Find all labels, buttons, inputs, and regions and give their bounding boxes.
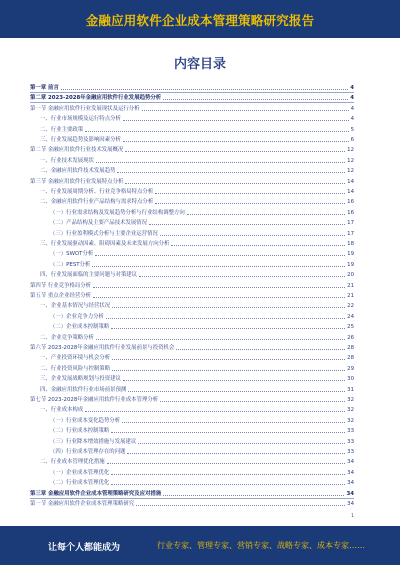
toc-entry[interactable]: [30, 135, 354, 144]
toc-entry-page: 4: [350, 116, 354, 123]
toc-entry-page: 4: [350, 95, 354, 102]
toc-dot-leader: [92, 266, 345, 267]
toc-entry-title: 第三节 金融应用软件行业发展特点分析: [30, 178, 124, 185]
toc-entry-page: 32: [347, 407, 354, 414]
toc-entry[interactable]: [30, 447, 354, 456]
footer-expert-list: 行业专家、管理专家、营销专家、战略专家、成本专家……: [157, 541, 365, 550]
toc-entry-page: 21: [347, 293, 354, 299]
toc-entry-page: 34: [346, 490, 354, 497]
toc-entry-page: 29: [347, 365, 354, 372]
toc-entry-title: 二、行业成本管理优化措施: [40, 459, 105, 466]
page-number: 1: [351, 514, 354, 519]
toc-dot-leader: [112, 307, 345, 308]
toc-entry[interactable]: [30, 416, 354, 425]
footer-slogan: 让每个人都能成为: [48, 543, 121, 553]
toc-entry-title: （一）企业竞争力分析: [50, 313, 104, 320]
toc-dot-leader: [123, 141, 349, 142]
toc-entry-page: 30: [347, 376, 354, 383]
toc-entry-page: 4: [350, 105, 354, 112]
toc-entry[interactable]: [30, 187, 354, 196]
toc-entry[interactable]: [30, 104, 354, 113]
toc-entry-title: （二）企业成本控制策略: [50, 324, 110, 331]
toc-entry-page: 25: [347, 324, 354, 331]
toc-entry-title: 三、行业发展驱动因素、阻碍因素及未来发展方向分析: [40, 241, 170, 247]
toc-entry-page: 34: [347, 459, 354, 466]
report-title: 金融应用软件企业成本管理策略研究报告: [85, 13, 315, 28]
toc-entry-page: 17: [347, 230, 354, 237]
toc-dot-leader: [61, 89, 348, 90]
toc-entry-title: （一）行业成本变化趋势分析: [50, 417, 121, 424]
toc-entry-page: 14: [347, 178, 354, 185]
toc-dot-leader: [163, 495, 344, 496]
toc-dot-leader: [187, 214, 345, 215]
toc-entry-page: 26: [347, 334, 354, 341]
toc-entry-page: 31: [347, 386, 354, 393]
toc-entry[interactable]: [30, 426, 354, 435]
toc-entry[interactable]: [30, 125, 354, 134]
toc-dot-leader: [93, 287, 345, 288]
toc-chapter-entry[interactable]: [30, 489, 354, 498]
toc-entry-title: （四）行业成本管理存在的问题: [50, 449, 126, 455]
toc-entry-title: （一）行业需求结构及发展趋势分析与行业结构调整方向: [50, 209, 185, 216]
toc-dot-leader: [106, 318, 345, 319]
toc-entry[interactable]: [30, 457, 354, 466]
toc-dot-leader: [117, 172, 345, 173]
toc-entry-title: 第五节 重点企业经营分析: [30, 293, 92, 299]
toc-entry-page: 4: [350, 85, 354, 91]
toc-entry-page: 34: [347, 501, 354, 507]
toc-entry[interactable]: [30, 478, 354, 487]
toc-entry[interactable]: [30, 405, 354, 414]
toc-entry-title: （二）行业成本控制策略: [50, 428, 110, 435]
toc-entry[interactable]: [30, 374, 354, 383]
toc-entry-title: 一、行业发展周期分析、行业竞争格局特点分析: [40, 189, 154, 195]
toc-entry-title: 第七节 2023-2028年金融应用软件行业成本管理分析: [30, 397, 159, 403]
toc-entry-title: 一、行业成本构成: [40, 407, 84, 414]
toc-entry-page: 20: [347, 272, 354, 279]
report-header-bar: [0, 0, 400, 38]
toc-entry-title: 三、行业发展趋势及影响因素分析: [40, 137, 121, 143]
toc-entry-page: 33: [347, 438, 354, 445]
toc-dot-leader: [112, 370, 345, 371]
toc-entry-title: 第三章 金融应用软件企业成本管理策略研究及应对措施: [30, 490, 162, 497]
toc-entry-page: 12: [347, 157, 354, 164]
toc-dot-leader: [96, 339, 345, 340]
toc-entry-title: （二）PEST分析: [50, 261, 91, 268]
toc-entry[interactable]: [30, 322, 354, 331]
toc-entry-title: 三、企业发展战略规划与投资建议: [40, 376, 121, 383]
toc-entry[interactable]: [30, 281, 354, 290]
toc-entry-title: 二、行业投资风险与控制策略: [40, 365, 111, 372]
toc-dot-leader: [85, 411, 345, 412]
toc-entry-title: （三）行业降本增效措施与发展建议: [50, 438, 137, 445]
toc-entry-page: 33: [347, 428, 354, 435]
toc-entry[interactable]: [30, 291, 354, 300]
toc-entry[interactable]: [30, 437, 354, 446]
table-of-contents: [30, 83, 354, 521]
toc-entry[interactable]: [30, 333, 354, 342]
toc-dot-leader: [111, 484, 345, 485]
toc-entry-page: 34: [347, 469, 354, 476]
toc-dot-leader: [96, 162, 345, 163]
toc-dot-leader: [85, 131, 348, 132]
toc-entry-page: 24: [347, 313, 354, 320]
toc-dot-leader: [111, 432, 345, 433]
toc-dot-leader: [136, 505, 345, 506]
toc-dot-leader: [122, 422, 345, 423]
toc-entry-page: 22: [347, 303, 354, 310]
toc-dot-leader: [171, 245, 345, 246]
toc-entry[interactable]: [30, 260, 354, 269]
toc-dot-leader: [111, 328, 345, 329]
toc-entry-page: 16: [347, 199, 354, 206]
toc-entry-page: 34: [347, 480, 354, 487]
toc-entry-page: 28: [347, 355, 354, 362]
toc-entry[interactable]: [30, 239, 354, 248]
toc-chapter-entry[interactable]: [30, 93, 354, 102]
toc-entry[interactable]: [30, 312, 354, 321]
toc-entry[interactable]: [30, 499, 354, 508]
toc-entry-page: 18: [347, 241, 354, 247]
toc-entry-page: 33: [347, 449, 354, 455]
toc-entry-title: （二）行业成本管理优化: [50, 480, 110, 487]
toc-entry-title: 第二章 2023-2028年金融应用软件行业发展趋势分析: [30, 95, 162, 102]
toc-entry[interactable]: [30, 385, 354, 394]
toc-entry-page: 19: [347, 251, 354, 258]
toc-entry-page: 6: [350, 137, 354, 143]
toc-dot-leader: [107, 463, 345, 464]
toc-entry-title: 二、金融应用软件技术发展趋势: [40, 168, 116, 175]
toc-entry-page: 5: [350, 126, 354, 133]
toc-entry-title: 第二节 金融应用软件行业技术发展概况: [30, 147, 124, 154]
toc-dot-leader: [95, 255, 345, 256]
toc-chapter-entry[interactable]: [30, 83, 354, 92]
toc-entry[interactable]: [30, 218, 354, 227]
toc-entry-page: 12: [347, 147, 354, 154]
toc-entry-title: 四、行业发展面临的主要问题与对策建议: [40, 272, 138, 279]
toc-entry-title: 第四节 行业竞争格局分析: [30, 282, 92, 289]
toc-heading: 内容目录: [173, 57, 226, 72]
toc-dot-leader: [138, 443, 345, 444]
toc-entry-page: 21: [347, 282, 354, 289]
toc-entry[interactable]: [30, 353, 354, 362]
toc-entry-title: 一、企业基本情况与经营状况: [40, 303, 111, 310]
toc-entry-title: 第一节 金融应用软件行业发展现状及运行分析: [30, 105, 140, 112]
toc-entry-page: 14: [347, 189, 354, 195]
toc-entry[interactable]: [30, 177, 354, 186]
toc-entry-page: 32: [347, 417, 354, 424]
toc-entry[interactable]: [30, 395, 354, 404]
toc-entry-page: 17: [347, 220, 354, 227]
toc-entry-title: 四、金融应用软件行业市场前景预测: [40, 386, 127, 393]
toc-entry-page: 16: [347, 209, 354, 216]
toc-dot-leader: [112, 359, 345, 360]
toc-entry[interactable]: [30, 270, 354, 279]
toc-dot-leader: [111, 474, 345, 475]
toc-entry-page: 32: [347, 397, 354, 403]
toc-dot-leader: [155, 203, 345, 204]
toc-dot-leader: [163, 99, 348, 100]
toc-entry[interactable]: [30, 249, 354, 258]
toc-entry-title: 二、行业主要政策: [40, 126, 84, 133]
toc-dot-leader: [125, 151, 345, 152]
toc-dot-leader: [155, 193, 345, 194]
toc-entry-title: （一）企业成本管理优化: [50, 469, 110, 476]
toc-dot-leader: [160, 235, 345, 236]
toc-entry-title: 第六节 2023-2028年金融应用软件行业发展前景与投资机会: [30, 345, 175, 351]
toc-entry-page: 19: [347, 261, 354, 268]
toc-entry[interactable]: [30, 156, 354, 165]
toc-entry-title: 二、企业竞争策略分析: [40, 334, 94, 341]
toc-dot-leader: [160, 401, 345, 402]
toc-dot-leader: [93, 297, 345, 298]
toc-entry-title: 一、产业投资环境与机会分析: [40, 355, 111, 362]
toc-entry-title: 一、行业市场规模及运行特点分析: [40, 116, 121, 123]
toc-entry-title: 二、金融应用软件行业产品结构与需求特点分析: [40, 199, 154, 206]
toc-entry[interactable]: [30, 208, 354, 217]
toc-entry-page: 12: [347, 168, 354, 175]
toc-dot-leader: [142, 110, 349, 111]
toc-entry-title: （二）产品结构及主要产品技术发展情况: [50, 220, 148, 227]
toc-dot-leader: [127, 453, 345, 454]
toc-entry-title: （三）行业盈利模式分析与主要企业运营情况: [50, 230, 158, 237]
toc-dot-leader: [123, 120, 349, 121]
toc-entry[interactable]: [30, 114, 354, 123]
toc-entry[interactable]: [30, 197, 354, 206]
toc-entry-page: 28: [347, 345, 354, 351]
footer-bar: [0, 526, 400, 565]
toc-dot-leader: [125, 183, 345, 184]
toc-dot-leader: [123, 380, 345, 381]
toc-entry[interactable]: [30, 364, 354, 373]
toc-entry[interactable]: [30, 468, 354, 477]
toc-entry[interactable]: [30, 301, 354, 310]
toc-entry[interactable]: [30, 145, 354, 154]
toc-entry-title: 第一节 金融应用软件企业成本管理策略研究: [30, 501, 135, 507]
toc-entry[interactable]: [30, 166, 354, 175]
toc-entry-title: （一）SWOT分析: [50, 251, 94, 258]
toc-entry-title: 第一章 前言: [30, 85, 59, 91]
toc-entry-title: 一、行业技术发展现状: [40, 157, 94, 164]
toc-dot-leader: [176, 349, 345, 350]
toc-entry[interactable]: [30, 343, 354, 352]
toc-dot-leader: [149, 224, 345, 225]
toc-dot-leader: [128, 391, 345, 392]
toc-entry[interactable]: [30, 229, 354, 238]
toc-dot-leader: [139, 276, 345, 277]
